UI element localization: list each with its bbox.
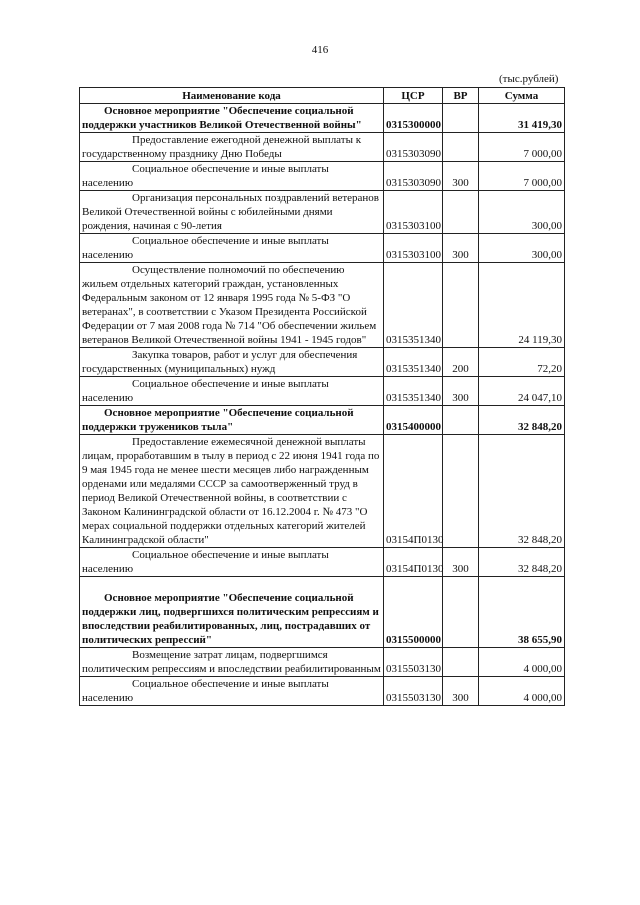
row-csr-cell: 0315351340 bbox=[384, 348, 443, 377]
row-sum-cell: 300,00 bbox=[479, 191, 565, 234]
row-name-cell: Предоставление ежемесячной денежной выплаты лицам, проработавшим в тылу в период с 22 июня 1941 года по 9 мая 1945 года не менее шести месяцев либо награжденным орденами или медалями СССР за самоотверженный труд в период Великой Отечественной войны, в соответствии с Законом Калининградской области от 16.12.2004 г. № 473 "О мерах социальной поддержки отдельных категорий жителей Калининградской области" bbox=[80, 435, 384, 548]
row-name-cell: Закупка товаров, работ и услуг для обеспечения государственных (муниципальных) нужд bbox=[80, 348, 384, 377]
header-csr: ЦСР bbox=[384, 88, 443, 104]
row-name-cell: Социальное обеспечение и иные выплаты населению bbox=[80, 677, 384, 706]
row-name-cell: Основное мероприятие "Обеспечение социальной поддержки участников Великой Отечественной войны" bbox=[80, 104, 384, 133]
row-sum-cell: 38 655,90 bbox=[479, 577, 565, 648]
row-vr-cell bbox=[443, 648, 479, 677]
table-row bbox=[80, 191, 565, 234]
row-sum-cell: 4 000,00 bbox=[479, 648, 565, 677]
row-name-cell: Осуществление полномочий по обеспечению жильем отдельных категорий граждан, установленных Федеральным законом от 12 января 1995 года № 5-ФЗ "О ветеранах", в соответствии с Указом Президента Российской Федерации от 7 мая 2008 года № 714 "Об обеспечении жильем ветеранов Великой Отечественной войны 1941 - 1945 годов" bbox=[80, 263, 384, 348]
row-csr-cell: 0315303090 bbox=[384, 133, 443, 162]
row-csr-cell: 0315303100 bbox=[384, 191, 443, 234]
row-name-cell: Основное мероприятие "Обеспечение социальной поддержки лиц, подвергшихся политическим репрессиям и впоследствии реабилитированных, лиц, пострадавших от политических репрессий" bbox=[80, 577, 384, 648]
table-row bbox=[80, 104, 565, 133]
table-row bbox=[80, 406, 565, 435]
row-name-cell: Возмещение затрат лицам, подвергшимся политическим репрессиям и впоследствии реабилитированным bbox=[80, 648, 384, 677]
row-name-cell: Социальное обеспечение и иные выплаты населению bbox=[80, 377, 384, 406]
table-row bbox=[80, 377, 565, 406]
row-csr-cell: 0315500000 bbox=[384, 577, 443, 648]
units-label: (тыс.рублей) bbox=[499, 73, 559, 85]
row-sum-cell: 7 000,00 bbox=[479, 133, 565, 162]
table-body bbox=[80, 104, 565, 706]
table-row bbox=[80, 548, 565, 577]
row-sum-cell: 24 119,30 bbox=[479, 263, 565, 348]
row-vr-cell: 300 bbox=[443, 677, 479, 706]
row-sum-cell: 24 047,10 bbox=[479, 377, 565, 406]
row-sum-cell: 4 000,00 bbox=[479, 677, 565, 706]
row-vr-cell: 300 bbox=[443, 162, 479, 191]
row-name-cell: Организация персональных поздравлений ветеранов Великой Отечественной войны с юбилейными днями рождения, начиная с 90-летия bbox=[80, 191, 384, 234]
table-header-row bbox=[80, 88, 565, 104]
row-name-cell: Социальное обеспечение и иные выплаты населению bbox=[80, 234, 384, 263]
row-name-cell: Основное мероприятие "Обеспечение социальной поддержки тружеников тыла" bbox=[80, 406, 384, 435]
table-row bbox=[80, 677, 565, 706]
row-sum-cell: 31 419,30 bbox=[479, 104, 565, 133]
table-row bbox=[80, 234, 565, 263]
table-row bbox=[80, 648, 565, 677]
table-row bbox=[80, 263, 565, 348]
row-vr-cell: 200 bbox=[443, 348, 479, 377]
row-csr-cell: 0315503130 bbox=[384, 648, 443, 677]
row-vr-cell bbox=[443, 191, 479, 234]
row-vr-cell bbox=[443, 263, 479, 348]
budget-table bbox=[79, 87, 565, 706]
header-vr: ВР bbox=[443, 88, 479, 104]
row-vr-cell: 300 bbox=[443, 377, 479, 406]
row-name-cell: Предоставление ежегодной денежной выплаты к государственному празднику Дню Победы bbox=[80, 133, 384, 162]
row-name-cell: Социальное обеспечение и иные выплаты населению bbox=[80, 548, 384, 577]
row-csr-cell: 0315503130 bbox=[384, 677, 443, 706]
row-vr-cell bbox=[443, 104, 479, 133]
row-sum-cell: 32 848,20 bbox=[479, 548, 565, 577]
row-csr-cell: 0315303090 bbox=[384, 162, 443, 191]
row-sum-cell: 7 000,00 bbox=[479, 162, 565, 191]
table-row bbox=[80, 435, 565, 548]
row-csr-cell: 0315351340 bbox=[384, 263, 443, 348]
row-sum-cell: 72,20 bbox=[479, 348, 565, 377]
row-vr-cell: 300 bbox=[443, 548, 479, 577]
row-csr-cell: 0315300000 bbox=[384, 104, 443, 133]
row-csr-cell: 0315400000 bbox=[384, 406, 443, 435]
row-vr-cell: 300 bbox=[443, 234, 479, 263]
table-row bbox=[80, 577, 565, 648]
row-csr-cell: 03154П0130 bbox=[384, 435, 443, 548]
row-vr-cell bbox=[443, 406, 479, 435]
row-csr-cell: 0315303100 bbox=[384, 234, 443, 263]
table-row bbox=[80, 133, 565, 162]
row-csr-cell: 0315351340 bbox=[384, 377, 443, 406]
row-vr-cell bbox=[443, 435, 479, 548]
table-row bbox=[80, 348, 565, 377]
row-sum-cell: 32 848,20 bbox=[479, 435, 565, 548]
row-sum-cell: 32 848,20 bbox=[479, 406, 565, 435]
header-name: Наименование кода bbox=[80, 88, 384, 104]
row-name-cell: Социальное обеспечение и иные выплаты населению bbox=[80, 162, 384, 191]
row-vr-cell bbox=[443, 577, 479, 648]
row-csr-cell: 03154П0130 bbox=[384, 548, 443, 577]
header-sum: Сумма bbox=[479, 88, 565, 104]
page-number: 416 bbox=[311, 44, 329, 56]
row-sum-cell: 300,00 bbox=[479, 234, 565, 263]
row-vr-cell bbox=[443, 133, 479, 162]
table-row bbox=[80, 162, 565, 191]
